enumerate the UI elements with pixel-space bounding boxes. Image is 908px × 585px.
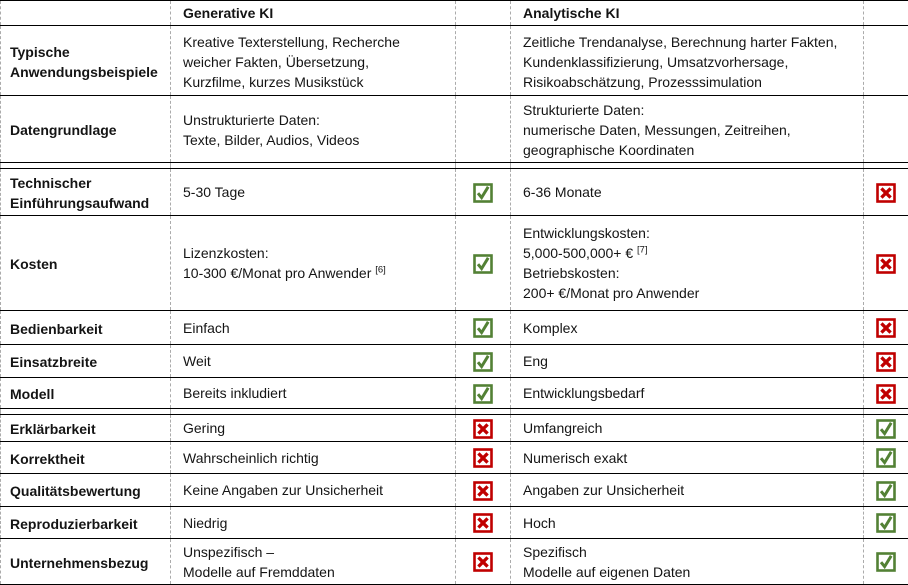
generative-rating-cell: [456, 378, 511, 409]
text-line: Modelle auf eigenen Daten: [523, 562, 855, 582]
text-line: 6-36 Monate: [523, 182, 855, 202]
check-icon: [473, 319, 493, 335]
check-icon: [473, 384, 493, 400]
generative-rating-cell: [456, 442, 511, 474]
cross-icon: [876, 319, 896, 335]
generative-cell: [171, 216, 456, 311]
analytische-cell: [511, 378, 864, 409]
generative-rating-cell: [456, 26, 511, 96]
cross-icon: [473, 449, 493, 465]
analytische-rating-cell: [864, 345, 908, 378]
generative-cell: [171, 96, 456, 163]
comparison-table-body: [1, 1, 908, 585]
row-label: Typische Anwendungsbeispiele: [1, 26, 171, 96]
text-line: Kurzfilme, kurzes Musikstück: [183, 72, 447, 92]
text-line: Texte, Bilder, Audios, Videos: [183, 130, 447, 150]
text-line: [523, 243, 855, 263]
row-label: Erklärbarkeit: [1, 415, 171, 442]
generative-rating-cell: [456, 169, 511, 216]
generative-cell: [171, 415, 456, 442]
text-line: Betriebskosten:: [523, 263, 855, 283]
row-label: Qualitätsbewertung: [1, 474, 171, 507]
generative-rating-cell: [456, 474, 511, 507]
footnote-ref: [6]: [375, 264, 386, 275]
analytische-cell: [511, 96, 864, 163]
text-line: Angaben zur Unsicherheit: [523, 480, 855, 500]
check-icon: [876, 481, 896, 497]
text-line: Modelle auf Fremddaten: [183, 562, 447, 582]
table-row: [1, 26, 908, 96]
generative-rating-cell: [456, 216, 511, 311]
table-row: [1, 442, 908, 474]
check-icon: [876, 553, 896, 569]
generative-cell: [171, 378, 456, 409]
analytische-rating-cell: [864, 415, 908, 442]
table-row: [1, 311, 908, 345]
generative-cell: [171, 169, 456, 216]
generative-rating-cell: [456, 507, 511, 539]
table-row: [1, 345, 908, 378]
analytische-cell: [511, 442, 864, 474]
text-line: Niedrig: [183, 513, 447, 533]
generative-rating-cell: [456, 539, 511, 585]
cross-icon: [473, 481, 493, 497]
row-label: Korrektheit: [1, 442, 171, 474]
text-line: Numerisch exakt: [523, 448, 855, 468]
analytische-rating-cell: [864, 216, 908, 311]
analytische-rating-cell: [864, 442, 908, 474]
analytische-cell: [511, 539, 864, 585]
generative-cell: [171, 539, 456, 585]
text-line: Strukturierte Daten:: [523, 100, 855, 120]
row-label: Technischer Einführungsaufwand: [1, 169, 171, 216]
analytische-cell: [511, 26, 864, 96]
text-line: weicher Fakten, Übersetzung,: [183, 52, 447, 72]
text-line: numerische Daten, Messungen, Zeitreihen,: [523, 120, 855, 140]
text-line: Keine Angaben zur Unsicherheit: [183, 480, 447, 500]
text-line: Entwicklungskosten:: [523, 223, 855, 243]
footnote-ref: [7]: [637, 244, 648, 255]
check-icon: [473, 352, 493, 368]
row-label: Bedienbarkeit: [1, 311, 171, 345]
row-label: Modell: [1, 378, 171, 409]
cross-icon: [473, 419, 493, 435]
cross-icon: [876, 352, 896, 368]
generative-cell: [171, 442, 456, 474]
analytische-cell: [511, 345, 864, 378]
row-label: Datengrundlage: [1, 96, 171, 163]
header-row: [1, 1, 908, 26]
text-line: Entwicklungsbedarf: [523, 383, 855, 403]
table-row: [1, 507, 908, 539]
analytische-cell: [511, 169, 864, 216]
text-line: Umfangreich: [523, 418, 855, 438]
table-row: [1, 474, 908, 507]
text-line: Kreative Texterstellung, Recherche: [183, 32, 447, 52]
generative-cell: [171, 474, 456, 507]
cross-icon: [876, 254, 896, 270]
column-header-analytische: Analytische KI: [511, 1, 864, 26]
generative-rating-cell: [456, 415, 511, 442]
generative-cell: [171, 345, 456, 378]
text-line: Eng: [523, 351, 855, 371]
header-feature-cell: [1, 1, 171, 26]
text-line: geographische Koordinaten: [523, 140, 855, 160]
analytische-rating-cell: [864, 26, 908, 96]
row-label: Kosten: [1, 216, 171, 311]
analytische-cell: [511, 216, 864, 311]
analytische-cell: [511, 415, 864, 442]
cross-icon: [876, 183, 896, 199]
cross-icon: [876, 384, 896, 400]
analytische-rating-cell: [864, 169, 908, 216]
text-line: Unspezifisch –: [183, 542, 447, 562]
text-line: Spezifisch: [523, 542, 855, 562]
header-icon-cell-generative: [456, 1, 511, 26]
analytische-rating-cell: [864, 507, 908, 539]
analytische-rating-cell: [864, 474, 908, 507]
text-line: 5-30 Tage: [183, 182, 447, 202]
generative-rating-cell: [456, 345, 511, 378]
analytische-cell: [511, 474, 864, 507]
analytische-rating-cell: [864, 378, 908, 409]
row-label: Reproduzierbarkeit: [1, 507, 171, 539]
table-row: [1, 96, 908, 163]
generative-cell: [171, 507, 456, 539]
header-icon-cell-analytische: [864, 1, 908, 26]
text-segment: 10-300 €/Monat pro Anwender: [183, 265, 375, 281]
check-icon: [876, 514, 896, 530]
check-icon: [473, 183, 493, 199]
text-line: 200+ €/Monat pro Anwender: [523, 283, 855, 303]
text-line: Gering: [183, 418, 447, 438]
table-row: [1, 415, 908, 442]
row-label: Einsatzbreite: [1, 345, 171, 378]
analytische-cell: [511, 507, 864, 539]
generative-cell: [171, 26, 456, 96]
check-icon: [473, 254, 493, 270]
generative-cell: [171, 311, 456, 345]
text-line: Hoch: [523, 513, 855, 533]
text-segment: 5,000-500,000+ €: [523, 245, 637, 261]
text-line: [183, 263, 447, 283]
cross-icon: [473, 514, 493, 530]
text-line: Lizenzkosten:: [183, 243, 447, 263]
text-line: Zeitliche Trendanalyse, Berechnung harter Fakten,: [523, 32, 855, 52]
text-line: Kundenklassifizierung, Umsatzvorhersage,: [523, 52, 855, 72]
table-row: [1, 539, 908, 585]
analytische-rating-cell: [864, 311, 908, 345]
table-row: [1, 378, 908, 409]
check-icon: [876, 449, 896, 465]
column-header-generative: Generative KI: [171, 1, 456, 26]
text-line: Einfach: [183, 318, 447, 338]
generative-rating-cell: [456, 311, 511, 345]
analytische-rating-cell: [864, 96, 908, 163]
text-line: Risikoabschätzung, Prozesssimulation: [523, 72, 855, 92]
text-line: Wahrscheinlich richtig: [183, 448, 447, 468]
table-row: [1, 169, 908, 216]
cross-icon: [473, 553, 493, 569]
text-line: Komplex: [523, 318, 855, 338]
analytische-rating-cell: [864, 539, 908, 585]
text-line: Weit: [183, 351, 447, 371]
generative-rating-cell: [456, 96, 511, 163]
row-label: Unternehmensbezug: [1, 539, 171, 585]
check-icon: [876, 419, 896, 435]
text-line: Unstrukturierte Daten:: [183, 110, 447, 130]
table-row: [1, 216, 908, 311]
analytische-cell: [511, 311, 864, 345]
text-line: Bereits inkludiert: [183, 383, 447, 403]
